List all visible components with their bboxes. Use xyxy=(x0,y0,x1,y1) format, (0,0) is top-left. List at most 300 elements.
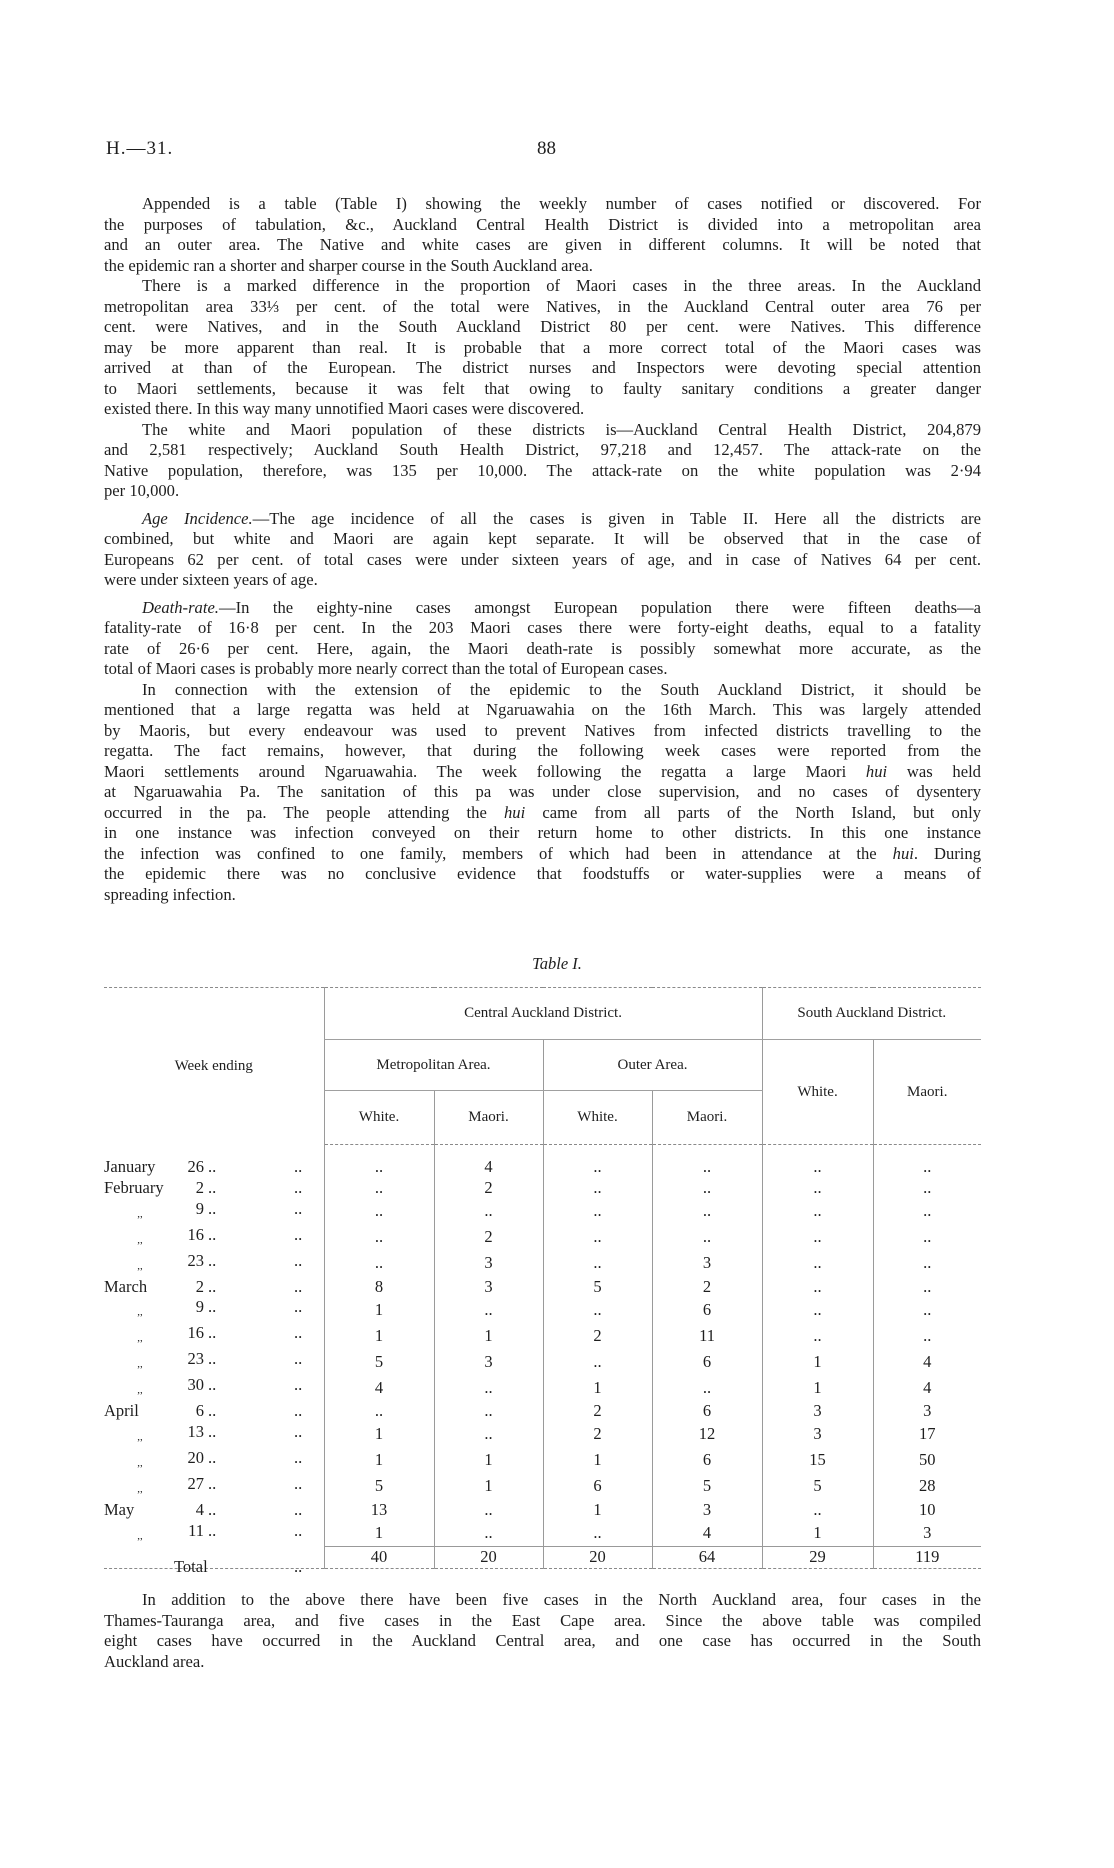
week-day: 16 xyxy=(187,1224,204,1244)
case-count-cell: .. xyxy=(762,1251,873,1277)
paragraph xyxy=(104,598,981,680)
leader-dots: .. xyxy=(294,1557,303,1577)
text-run: Thames-Tauranga area, and five cases in the East Cape area. Since the above table was compiled xyxy=(104,1610,981,1630)
case-count-cell: .. xyxy=(324,1401,434,1422)
closing-paragraph xyxy=(104,1590,981,1672)
total-label-cell xyxy=(104,1547,324,1577)
case-count-cell: 13 xyxy=(324,1500,434,1521)
leader-dots: .. xyxy=(208,1375,217,1395)
case-count-cell: .. xyxy=(873,1199,981,1225)
text-run: combined, but white and Maori are again kept separate. It will be observed that in the case of xyxy=(104,529,981,548)
week-ending-cell xyxy=(104,1474,324,1500)
text-line xyxy=(104,598,981,619)
leader-dots: .. xyxy=(294,1349,303,1369)
case-count-cell: .. xyxy=(324,1225,434,1251)
text-line xyxy=(104,440,981,461)
week-day: 11 xyxy=(188,1520,204,1540)
case-count-cell: 3 xyxy=(762,1422,873,1448)
paragraph xyxy=(104,276,981,420)
leader-dots: .. xyxy=(294,1499,303,1519)
text-run: to Maori settlements, because it was felt that owing to faulty sanitary conditions a greater danger xyxy=(104,378,981,398)
table-row xyxy=(104,1277,981,1298)
case-count-cell: 15 xyxy=(762,1448,873,1474)
table-row xyxy=(104,1323,981,1349)
italic-heading: Age Incidence. xyxy=(142,508,253,528)
case-count-cell: .. xyxy=(543,1251,652,1277)
text-run: fatality-rate of 16·8 per cent. In the 203 Maori cases there were forty-eight deaths, equal to a fatality xyxy=(104,618,981,637)
text-line xyxy=(104,885,981,906)
text-line xyxy=(104,803,981,824)
case-count-cell: 1 xyxy=(762,1521,873,1547)
text-run: the purposes of tabulation, &c., Auckland Central Health District is divided into a metropolitan area xyxy=(104,214,981,234)
paragraph xyxy=(104,509,981,591)
text-run: regatta. The fact remains, however, that during the following week cases were reported from the xyxy=(104,741,981,760)
case-count-cell: .. xyxy=(652,1375,762,1401)
case-count-cell: 1 xyxy=(543,1500,652,1521)
week-day: 13 xyxy=(187,1421,204,1441)
case-count-cell: 3 xyxy=(434,1277,543,1298)
text-line xyxy=(104,762,981,783)
week-ending-cell xyxy=(104,1349,324,1375)
text-line xyxy=(104,461,981,482)
leader-dots: .. xyxy=(294,1473,303,1493)
week-day: 9 xyxy=(195,1198,204,1218)
text-run: rate of 26·6 per cent. Here, again, the Maori death-rate is possibly somewhat more accurate, as the xyxy=(104,638,981,658)
table-row xyxy=(104,1297,981,1323)
table-row xyxy=(104,1225,981,1251)
case-count-cell: .. xyxy=(324,1145,434,1178)
case-count-cell: .. xyxy=(434,1297,543,1323)
week-month: May xyxy=(104,1499,135,1519)
text-run: and 2,581 respectively; Auckland South Health District, 97,218 and 12,457. The attack-rate on the xyxy=(104,440,981,459)
italic-word: hui xyxy=(865,761,888,781)
case-count-cell: .. xyxy=(762,1297,873,1323)
case-count-cell: .. xyxy=(873,1251,981,1277)
case-count-cell: .. xyxy=(652,1225,762,1251)
case-count-cell: .. xyxy=(324,1251,434,1277)
text-run: . During xyxy=(913,843,981,863)
case-count-cell: .. xyxy=(873,1323,981,1349)
case-count-cell: .. xyxy=(762,1225,873,1251)
text-run: at Ngaruawahia Pa. The sanitation of this pa was under close supervision, and no cases of dysentery xyxy=(104,782,981,801)
text-run: Maori settlements around Ngaruawahia. The week following the regatta a large Maori xyxy=(104,761,866,781)
case-count-cell: 8 xyxy=(324,1277,434,1298)
case-count-cell: 1 xyxy=(434,1448,543,1474)
week-month: ,, xyxy=(137,1207,143,1220)
case-count-cell: 6 xyxy=(652,1349,762,1375)
case-count-cell: 1 xyxy=(543,1448,652,1474)
leader-dots: .. xyxy=(208,1401,217,1421)
text-run: Europeans 62 per cent. of total cases were under sixteen years of age, and in case of Natives 64 per cent. xyxy=(104,549,981,569)
text-run: There is a marked difference in the proportion of Maori cases in the three areas. In the Auckland xyxy=(142,276,981,295)
case-count-cell: 2 xyxy=(652,1277,762,1298)
case-count-cell: .. xyxy=(873,1178,981,1199)
case-count-cell: 1 xyxy=(324,1448,434,1474)
text-line xyxy=(104,1631,981,1652)
header-outer-area: Outer Area. xyxy=(543,1040,762,1091)
table-row xyxy=(104,1422,981,1448)
header-south-maori: Maori. xyxy=(873,1040,981,1145)
leader-dots: .. xyxy=(294,1224,303,1244)
text-line xyxy=(104,550,981,571)
week-ending-cell xyxy=(104,1323,324,1349)
case-count-cell: .. xyxy=(762,1145,873,1178)
text-line xyxy=(104,529,981,550)
leader-dots: .. xyxy=(294,1177,303,1197)
text-line xyxy=(104,864,981,885)
paragraph xyxy=(104,420,981,502)
table-row xyxy=(104,1401,981,1422)
total-count-cell: 119 xyxy=(873,1547,981,1569)
text-run: The white and Maori population of these districts is—Auckland Central Health District, 204,879 xyxy=(142,419,981,439)
header-metropolitan-area: Metropolitan Area. xyxy=(324,1040,543,1091)
leader-dots: .. xyxy=(208,1499,217,1519)
case-count-cell: .. xyxy=(652,1145,762,1178)
case-count-cell: .. xyxy=(543,1199,652,1225)
case-count-cell: 3 xyxy=(652,1251,762,1277)
case-count-cell: 4 xyxy=(324,1375,434,1401)
week-month: ,, xyxy=(137,1482,143,1495)
case-count-cell: 3 xyxy=(434,1349,543,1375)
text-run: Native population, therefore, was 135 per 10,000. The attack-rate on the white population was 2·94 xyxy=(104,460,981,480)
total-count-cell: 64 xyxy=(652,1547,762,1569)
table-row xyxy=(104,1448,981,1474)
case-count-cell: 11 xyxy=(652,1323,762,1349)
case-count-cell: .. xyxy=(543,1521,652,1547)
leader-dots: .. xyxy=(208,1323,217,1343)
leader-dots: .. xyxy=(294,1156,303,1176)
case-count-cell: 3 xyxy=(762,1401,873,1422)
week-ending-cell xyxy=(104,1375,324,1401)
text-line xyxy=(104,659,981,680)
leader-dots: .. xyxy=(294,1421,303,1441)
case-count-cell: .. xyxy=(434,1521,543,1547)
text-run: metropolitan area 33⅓ per cent. of the total were Natives, in the Auckland Central outer area 76 per xyxy=(104,296,981,316)
leader-dots: .. xyxy=(208,1349,217,1369)
leader-dots: .. xyxy=(208,1421,217,1441)
case-count-cell: .. xyxy=(434,1401,543,1422)
header-week-ending: Week ending xyxy=(104,988,324,1145)
week-ending-cell xyxy=(104,1297,324,1323)
text-run: In addition to the above there have been five cases in the North Auckland area, four cases in the xyxy=(142,1590,981,1609)
text-run: by Maoris, but every endeavour was used to prevent Natives from infected districts travelling to the xyxy=(104,720,981,740)
case-count-cell: 5 xyxy=(762,1474,873,1500)
case-count-cell: .. xyxy=(543,1178,652,1199)
case-count-cell: 17 xyxy=(873,1422,981,1448)
leader-dots: .. xyxy=(208,1473,217,1493)
text-run: were under sixteen years of age. xyxy=(104,570,318,589)
week-day: 23 xyxy=(187,1250,204,1270)
leader-dots: .. xyxy=(294,1323,303,1343)
text-line xyxy=(104,338,981,359)
case-count-cell: 5 xyxy=(324,1349,434,1375)
case-count-cell: .. xyxy=(762,1500,873,1521)
case-count-cell: .. xyxy=(543,1349,652,1375)
leader-dots: .. xyxy=(208,1447,217,1467)
case-count-cell: 2 xyxy=(543,1401,652,1422)
italic-word: hui xyxy=(892,843,914,863)
case-count-cell: 3 xyxy=(873,1521,981,1547)
text-run: came from all parts of the North Island, but only xyxy=(525,802,981,822)
case-count-cell: 3 xyxy=(652,1500,762,1521)
week-day: 20 xyxy=(187,1447,204,1467)
leader-dots: .. xyxy=(294,1520,303,1540)
leader-dots: .. xyxy=(208,1198,217,1218)
week-day: 6 xyxy=(195,1401,204,1421)
week-month: ,, xyxy=(137,1332,143,1345)
table-row xyxy=(104,1251,981,1277)
leader-dots: .. xyxy=(294,1447,303,1467)
case-count-cell: 1 xyxy=(543,1375,652,1401)
week-ending-cell xyxy=(104,1277,324,1298)
text-run: Appended is a table (Table I) showing the weekly number of cases notified or discovered. For xyxy=(142,194,981,213)
week-month: ,, xyxy=(137,1384,143,1397)
case-count-cell: 6 xyxy=(652,1297,762,1323)
leader-dots: .. xyxy=(208,1250,217,1270)
header-outer-maori: Maori. xyxy=(652,1091,762,1145)
week-day: 4 xyxy=(195,1499,204,1519)
table-row xyxy=(104,1474,981,1500)
italic-word: hui xyxy=(503,802,526,822)
total-count-cell: 20 xyxy=(434,1547,543,1569)
total-count-cell: 29 xyxy=(762,1547,873,1569)
week-day: 9 xyxy=(195,1297,204,1317)
week-ending-cell xyxy=(104,1178,324,1199)
week-month: ,, xyxy=(137,1430,143,1443)
case-count-cell: 4 xyxy=(652,1521,762,1547)
week-day: 2 xyxy=(195,1276,204,1296)
text-run: in one instance was infection conveyed on their return home to other districts. In this one instance xyxy=(104,823,981,842)
text-run: was held xyxy=(887,761,981,781)
case-count-cell: 50 xyxy=(873,1448,981,1474)
case-count-cell: .. xyxy=(873,1145,981,1178)
case-count-cell: .. xyxy=(543,1145,652,1178)
leader-dots: .. xyxy=(294,1297,303,1317)
text-run: per 10,000. xyxy=(104,481,180,500)
text-run: occurred in the pa. The people attending the xyxy=(104,802,504,822)
case-count-cell: 1 xyxy=(434,1474,543,1500)
document-reference: H.—31. xyxy=(106,138,174,159)
table-row xyxy=(104,1178,981,1199)
week-month: ,, xyxy=(137,1456,143,1469)
case-count-cell: 2 xyxy=(543,1323,652,1349)
case-count-cell: 12 xyxy=(652,1422,762,1448)
text-line xyxy=(104,680,981,701)
case-count-cell: .. xyxy=(434,1500,543,1521)
case-count-cell: .. xyxy=(762,1323,873,1349)
text-line xyxy=(104,256,981,277)
table-title: Table I. xyxy=(532,954,582,973)
week-month: January xyxy=(104,1156,156,1176)
case-count-cell: 10 xyxy=(873,1500,981,1521)
leader-dots: .. xyxy=(294,1401,303,1421)
case-count-cell: 4 xyxy=(873,1349,981,1375)
text-line xyxy=(104,420,981,441)
paragraph xyxy=(104,680,981,906)
leader-dots: .. xyxy=(208,1224,217,1244)
case-count-cell: 2 xyxy=(434,1178,543,1199)
leader-dots: .. xyxy=(294,1250,303,1270)
leader-dots: .. xyxy=(208,1177,217,1197)
text-run: Auckland area. xyxy=(104,1651,205,1671)
week-day: 30 xyxy=(187,1375,204,1395)
table-row xyxy=(104,1521,981,1547)
table-row xyxy=(104,1375,981,1401)
case-count-cell: .. xyxy=(762,1277,873,1298)
header-south-district: South Auckland District. xyxy=(762,988,981,1040)
table-row xyxy=(104,1500,981,1521)
text-line xyxy=(104,297,981,318)
week-ending-cell xyxy=(104,1199,324,1225)
text-run: total of Maori cases is probably more nearly correct than the total of European cases. xyxy=(104,659,668,678)
text-line xyxy=(104,823,981,844)
text-run: existed there. In this way many unnotified Maori cases were discovered. xyxy=(104,399,585,418)
table-row xyxy=(104,1349,981,1375)
text-run: may be more apparent than real. It is probable that a more correct total of the Maori cases was xyxy=(104,337,981,357)
text-line xyxy=(104,481,981,502)
leader-dots: .. xyxy=(208,1520,217,1540)
header-central-district: Central Auckland District. xyxy=(324,988,762,1040)
text-line xyxy=(104,782,981,803)
text-run: —The age incidence of all the cases is given in Table II. Here all the districts are xyxy=(252,508,981,528)
text-run: the infection was confined to one family, members of which had been in attendance at the xyxy=(104,843,893,863)
header-south-white: White. xyxy=(762,1040,873,1145)
text-run: the epidemic ran a shorter and sharper course in the South Auckland area. xyxy=(104,255,593,275)
text-run: spreading infection. xyxy=(104,884,236,904)
case-count-cell: 5 xyxy=(543,1277,652,1298)
paragraph xyxy=(104,194,981,276)
case-count-cell: 2 xyxy=(434,1225,543,1251)
week-month: ,, xyxy=(137,1358,143,1371)
text-run: the epidemic there was no conclusive evidence that foodstuffs or water-supplies were a means of xyxy=(104,864,981,883)
week-ending-cell xyxy=(104,1145,324,1178)
case-count-cell: 1 xyxy=(762,1375,873,1401)
text-run: and an outer area. The Native and white cases are given in different columns. It will be noted that xyxy=(104,235,981,254)
leader-dots: .. xyxy=(294,1198,303,1218)
main-text xyxy=(104,194,981,905)
case-count-cell: 6 xyxy=(543,1474,652,1500)
text-line xyxy=(104,399,981,420)
text-run: eight cases have occurred in the Auckland Central area, and one case has occurred in the South xyxy=(104,1631,981,1650)
text-line xyxy=(104,235,981,256)
text-line xyxy=(104,194,981,215)
week-ending-cell xyxy=(104,1422,324,1448)
weekly-cases-table xyxy=(104,987,981,1577)
week-ending-cell xyxy=(104,1448,324,1474)
case-count-cell: 1 xyxy=(434,1323,543,1349)
case-count-cell: .. xyxy=(652,1199,762,1225)
header-metro-white: White. xyxy=(324,1091,434,1145)
week-month: ,, xyxy=(137,1259,143,1272)
case-count-cell: 28 xyxy=(873,1474,981,1500)
case-count-cell: 1 xyxy=(324,1521,434,1547)
case-count-cell: .. xyxy=(762,1178,873,1199)
week-ending-cell xyxy=(104,1401,324,1422)
week-month: February xyxy=(104,1177,164,1197)
week-ending-cell xyxy=(104,1225,324,1251)
week-month: April xyxy=(104,1401,139,1421)
leader-dots: .. xyxy=(208,1276,217,1296)
leader-dots: .. xyxy=(294,1276,303,1296)
case-count-cell: .. xyxy=(762,1199,873,1225)
paragraph xyxy=(104,1590,981,1672)
text-run: —In the eighty-nine cases amongst European population there were fifteen deaths—a xyxy=(218,597,981,617)
case-count-cell: .. xyxy=(434,1375,543,1401)
case-count-cell: 1 xyxy=(324,1422,434,1448)
text-line xyxy=(104,1652,981,1673)
total-row xyxy=(104,1547,981,1569)
text-line xyxy=(104,379,981,400)
case-count-cell: .. xyxy=(543,1225,652,1251)
text-line xyxy=(104,618,981,639)
case-count-cell: 5 xyxy=(324,1474,434,1500)
week-ending-cell xyxy=(104,1500,324,1521)
case-count-cell: .. xyxy=(434,1422,543,1448)
leader-dots: .. xyxy=(208,1156,217,1176)
case-count-cell: 4 xyxy=(873,1375,981,1401)
week-day: 26 xyxy=(187,1156,204,1176)
page-number: 88 xyxy=(537,138,556,159)
case-count-cell: .. xyxy=(873,1225,981,1251)
case-count-cell: 5 xyxy=(652,1474,762,1500)
week-day: 23 xyxy=(187,1349,204,1369)
case-count-cell: 1 xyxy=(324,1323,434,1349)
text-line xyxy=(104,276,981,297)
total-count-cell: 40 xyxy=(324,1547,434,1569)
leader-dots: .. xyxy=(208,1297,217,1317)
text-run: arrived at than of the European. The district nurses and Inspectors were devoting special attention xyxy=(104,358,981,377)
week-ending-cell xyxy=(104,1251,324,1277)
week-month: ,, xyxy=(137,1233,143,1246)
case-count-cell: .. xyxy=(324,1178,434,1199)
text-line xyxy=(104,844,981,865)
week-day: 16 xyxy=(187,1323,204,1343)
case-count-cell: 1 xyxy=(762,1349,873,1375)
text-line xyxy=(104,700,981,721)
week-month: ,, xyxy=(137,1306,143,1319)
table-row xyxy=(104,1145,981,1178)
case-count-cell: .. xyxy=(873,1297,981,1323)
text-line xyxy=(104,1611,981,1632)
text-run: In connection with the extension of the epidemic to the South Auckland District, it should be xyxy=(142,679,981,699)
week-month: ,, xyxy=(137,1529,143,1542)
text-line xyxy=(104,358,981,379)
week-ending-cell xyxy=(104,1521,324,1547)
case-count-cell: .. xyxy=(324,1199,434,1225)
text-run: mentioned that a large regatta was held at Ngaruawahia on the 16th March. This was largely attended xyxy=(104,700,981,719)
leader-dots: .. xyxy=(294,1375,303,1395)
case-count-cell: .. xyxy=(652,1178,762,1199)
case-count-cell: 1 xyxy=(324,1297,434,1323)
text-line xyxy=(104,317,981,338)
text-line xyxy=(104,721,981,742)
table-body xyxy=(104,1145,981,1577)
case-count-cell: .. xyxy=(873,1277,981,1298)
case-count-cell: 6 xyxy=(652,1401,762,1422)
header-metro-maori: Maori. xyxy=(434,1091,543,1145)
case-count-cell: .. xyxy=(434,1199,543,1225)
text-run: cent. were Natives, and in the South Auckland District 80 per cent. were Natives. This difference xyxy=(104,317,981,336)
text-line xyxy=(104,1590,981,1611)
text-line xyxy=(104,639,981,660)
case-count-cell: 3 xyxy=(873,1401,981,1422)
week-day: 2 xyxy=(195,1177,204,1197)
italic-heading: Death-rate. xyxy=(142,597,219,617)
text-line xyxy=(104,570,981,591)
text-line xyxy=(104,741,981,762)
text-line xyxy=(104,215,981,236)
text-line xyxy=(104,509,981,530)
